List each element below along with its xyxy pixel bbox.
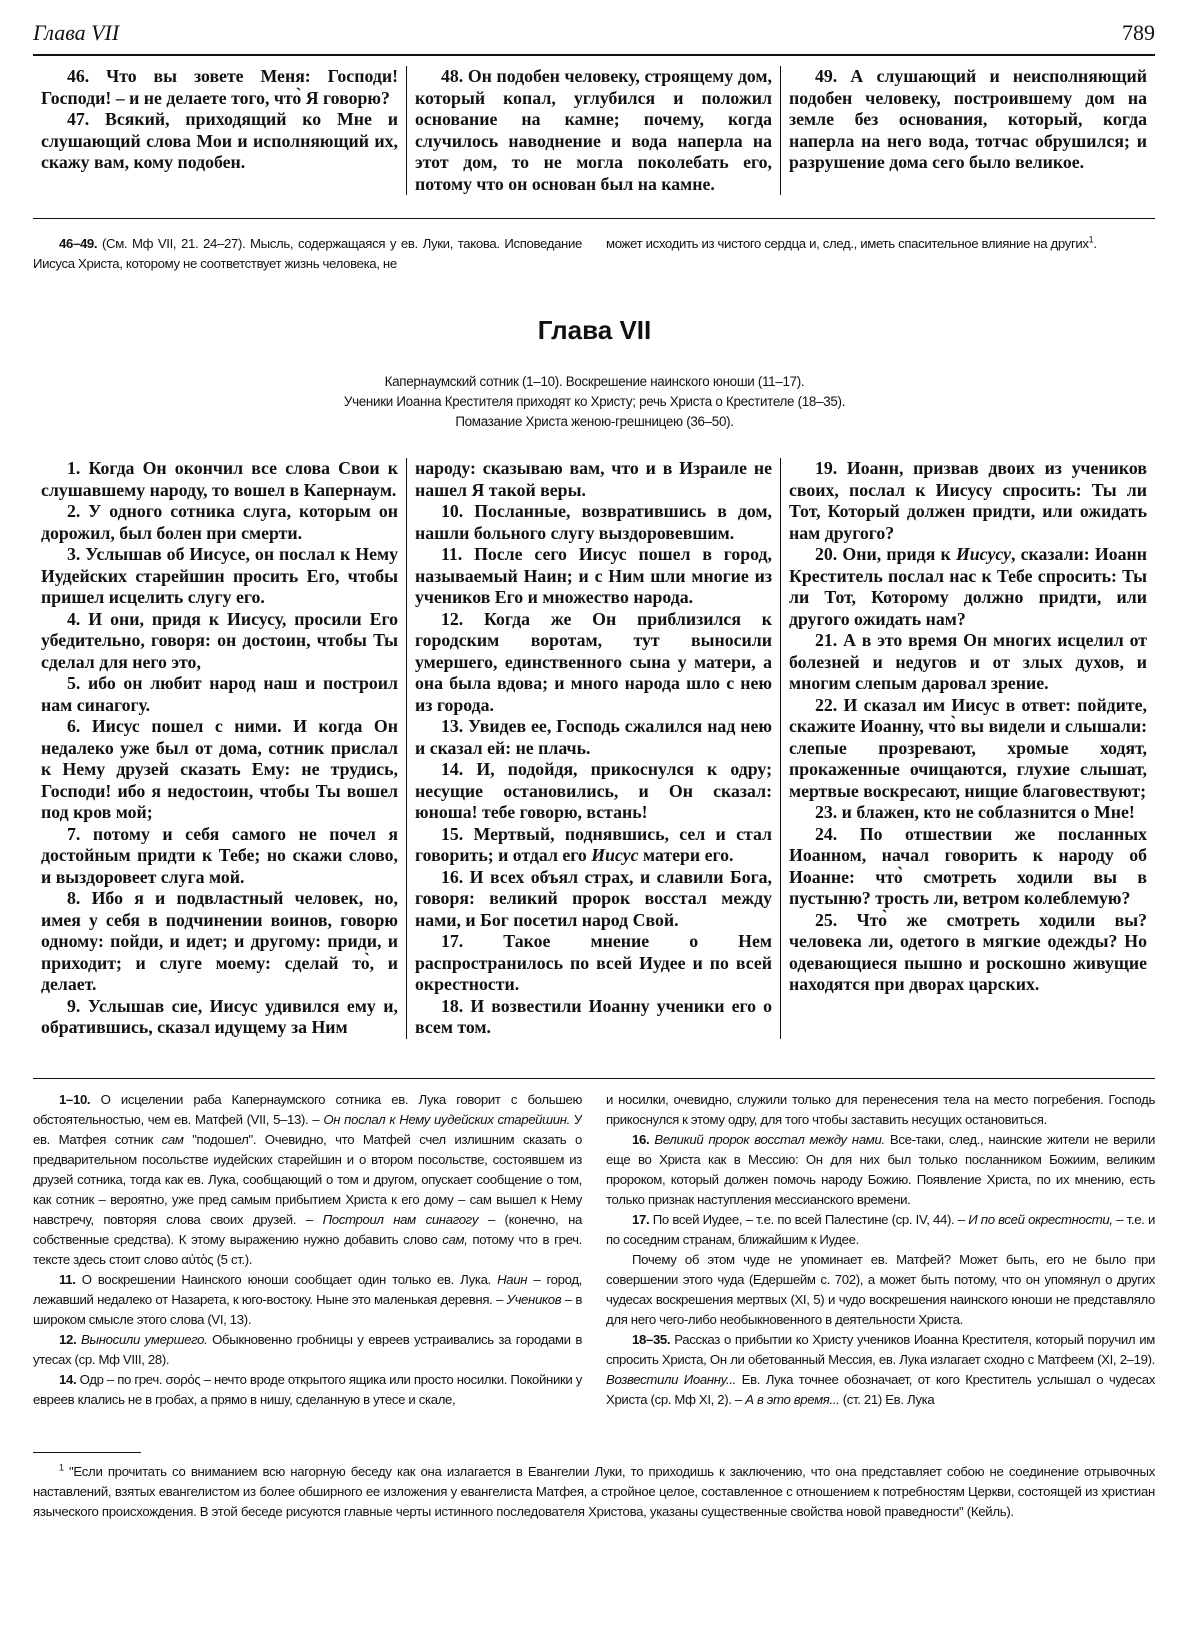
header-rule [33,54,1155,56]
main-verse-column-3 [781,458,1155,1039]
verse: 21. А в это время Он многих исцелил от болезней и недугов и от злых духов, и многим слепым даровал зрение. [789,630,1147,693]
verse-continuation: народу: сказываю вам, что и в Израиле не нашел Я такой веры. [415,458,772,500]
commentary-text: О воскрешении Наинского юноши сообщает один только ев. Лука. [75,1272,498,1287]
commentary-paragraph [606,1130,1155,1210]
chapter-title: Глава VII [537,315,652,345]
top-commentary-left [33,234,582,274]
verse: 9. Услышав сие, Иисус удивился ему и, обратившись, сказал идущему за Ним [41,995,398,1037]
verse-text: , сказали: Иоанн Креститель послал нас к Тебе спросить: Ты ли Тот, Которому должно придти, или другого ожидать нам? [789,544,1147,629]
commentary-text: потому что в греч. тексте здесь стоит слово αὐτὸς (5 ст.). [33,1232,582,1267]
verse-italic: Иисусу [955,544,1011,564]
verse: 19. Иоанн, призвав двоих из учеников своих, послал к Иисусу спросить: Ты ли Тот, Который должен придти, или ожидать нам другого? [789,458,1147,543]
commentary-text: – (конечно, на собственные средства). К этому выражению нужно добавить слово [33,1212,582,1247]
main-verse-columns [33,458,1155,1039]
bottom-commentary-left [33,1090,582,1410]
top-verse-column-3 [781,66,1155,195]
commentary-text: Обыкновенно гробницы у евреев устраивались за городами в утесах (ср. Мф VIII, 28). [33,1332,582,1367]
verse-text: 15. Мертвый, поднявшись, сел и стал говорить; и отдал его [415,823,772,865]
verse: 23. и блажен, кто не соблазнится о Мне! [815,802,1135,822]
commentary-ref: 18–35. [632,1332,671,1347]
verse: 18. И возвестили Иоанну ученики его о всем том. [415,995,772,1037]
running-header-chapter: Глава VII [33,20,120,45]
verse: 10. Посланные, возвратившись в дом, нашли больного слугу выздоровевшим. [415,501,772,543]
verse: 48. Он подобен человеку, строящему дом, который копал, углубился и положил основание на камне; почему, когда случилось наводнение и вода наперла на этот дом, то не могла поколебать его, потому что он основан был на камне. [415,66,772,194]
commentary-text: О исцелении раба Капернаумского сотника ев. Лука говорит с большею обстоятельностью, чем ев. Матфей (VII, 5–13). – [33,1092,582,1127]
verse: 2. У одного сотника слуга, которым он дорожил, был болен при смерти. [41,501,398,543]
commentary-text: Ев. Лука точнее обозначает, от кого Креститель услышал о чудесах Христа (ср. Мф XI, 2). – [606,1372,1155,1407]
commentary-ref: 12. [59,1332,77,1347]
commentary-italic: Выносили умершего. [76,1332,208,1347]
commentary-paragraph [33,1090,582,1270]
commentary-ref: 14. [59,1372,77,1387]
commentary-italic: Он послал к Нему иудейских старейшин. [323,1112,570,1127]
verse: 11. После сего Иисус пошел в город, называемый Наин; и с Ним шли многие из учеников Его и множество народа. [415,544,772,607]
verses-commentary-divider [33,218,1155,219]
commentary-italic: Возвестили Иоанну... [606,1372,736,1387]
chapter-summary [0,372,1189,432]
verse-text: матери его. [638,845,734,865]
verse: 25. Что̀ же смотреть ходили вы? человека ли, одетого в мягкие одежды? Но одевающиеся пышно и роскошно живущие находятся при дворах царских. [789,909,1147,994]
commentary-text: Все-таки, след., наинские жители не верили еще во Христа как в Мессию: Он для них был только посланником Божиим, великим пророком, который должен помочь народу Божию. Появление Христа, по их мнению, есть только признак наступления мессианского времени. [606,1132,1155,1207]
commentary-text: По всей Иудее, – т.е. по всей Палестине (ср. IV, 44). – [649,1212,969,1227]
bottom-commentary-right [606,1090,1155,1410]
commentary-ref: 46–49. [59,236,98,251]
top-commentary [33,234,1155,274]
footnote-number: 1 [59,1462,64,1473]
commentary-ref: 1–10. [59,1092,91,1107]
commentary-text: – город, лежавший недалеко от Назарета, к юго-востоку. Ныне это маленькая деревня. – [33,1272,582,1307]
top-verse-columns [33,66,1155,195]
top-commentary-right [606,234,1155,274]
top-verse-column-1 [33,66,407,195]
commentary-ref: 16. [632,1132,650,1147]
verse: 3. Услышав об Иисусе, он послал к Нему Иудейских старейшин просить Его, чтобы пришел исцелить слугу его. [41,544,398,607]
verse: 4. И они, придя к Иисусу, просили Его убедительно, говоря: он достоин, чтобы Ты сделал для него это, [41,608,398,672]
verse: 5. ибо он любит народ наш и построил нам синагогу. [41,673,398,715]
commentary-paragraph [33,1370,582,1410]
bottom-commentary [33,1090,1155,1410]
verse: 17. Такое мнение о Нем распространилось по всей Иудее и по всей окрестности. [415,931,772,994]
top-verse-column-2 [407,66,781,195]
footnote [33,1462,1155,1522]
commentary-paragraph [33,1270,582,1330]
commentary-paragraph: и носилки, очевидно, служили только для перенесения тела на место погребения. Господь прикоснулся к этому одру, для того чтобы заставить несущих остановиться. [606,1092,1155,1127]
main-verse-column-2 [407,458,781,1039]
footnote-marker: 1 [1088,234,1094,245]
verse [415,824,772,867]
footnote-rule [33,1452,141,1453]
summary-line: Капернаумский сотник (1–10). Воскрешение наинского юноши (11–17). [384,374,805,389]
verse-text: 20. Они, придя к [815,544,956,564]
commentary-ref: 11. [59,1272,76,1287]
summary-line: Ученики Иоанна Крестителя приходят ко Христу; речь Христа о Крестителе (18–35). [343,394,846,409]
commentary-paragraph [606,1210,1155,1250]
verse: 24. По отшествии же посланных Иоанном, начал говорить к народу об Иоанне: что̀ смотреть ходили вы в пустыню? трость ли, ветром колеблемую? [789,823,1147,908]
commentary-text: У ев. Матфея сотник [33,1112,582,1147]
commentary-text: (ст. 21) Ев. Лука [839,1392,935,1407]
commentary-italic: сам [161,1132,184,1147]
verse: 13. Увидев ее, Господь сжалился над нею и сказал ей: не плачь. [415,716,772,758]
verse: 6. Иисус пошел с ними. И когда Он недалеко уже был от дома, сотник прислал к Нему друзей сказать Ему: не трудись, Господи! ибо я недостоин, чтобы Ты вошел под кров мой; [41,716,398,822]
commentary-ref: 17. [632,1212,650,1227]
verse [789,544,1147,630]
commentary-text: Рассказ о прибытии ко Христу учеников Иоанна Крестителя, который поручил им спросить Христа, Он ли обетованный Мессия, ев. Лука излагает сходно с Матфеем (XI, 2–19). [606,1332,1155,1367]
commentary-text: может исходить из чистого сердца и, след., иметь спасительное влияние на других [606,236,1089,251]
main-verse-column-1 [33,458,407,1039]
verse: 16. И всех объял страх, и славили Бога, говоря: великий пророк восстал между нами, и Бог посетил народ Свой. [415,866,772,930]
commentary-text: – т.е. и по соседним странам, ближайшим к Иудее. [606,1212,1155,1247]
verse: 7. потому и себя самого не почел я достойным придти к Тебе; но скажи слово, и выздоровеет слуга мой. [41,823,398,887]
commentary-italic: Учеников [506,1292,562,1307]
commentary-italic: И по всей окрестности, [968,1212,1113,1227]
summary-line: Помазание Христа женою-грешницею (36–50). [455,414,734,429]
commentary-text: Одр – по греч. σορός – нечто вроде открытого ящика или просто носилки. Покойники у евреев клались не в гробах, а прямо в нишу, сделанную в утесе и скале, [33,1372,582,1407]
verse: 22. И сказал им Иисус в ответ: пойдите, скажите Иоанну, что̀ вы видели и слышали: слепые прозревают, хромые ходят, прокаженные очищаются, глухие слышат, мертвые воскресают, нищие благовествуют; [789,694,1147,801]
verse-italic: Иисус [591,845,639,865]
commentary-italic: Великий пророк восстал между нами. [649,1132,885,1147]
footnote-text: "Если прочитать со вниманием всю нагорную беседу как она излагается в Евангелии Луки, то приходишь к заключению, что она представляет собою не соединение отрывочных наставлений, взятых евангелистом из более обширного ее изложения у евангелиста Матфея, а стройное целое, составленное с отношением к потребностям Церкви, состоящей из христиан языческого происхождения. В этой беседе рисуются главные черты истинного последователя Христова, указаны существенные свойства новой праведности" (Кейль). [33,1464,1155,1519]
commentary-italic: А в это время... [745,1392,840,1407]
verse: 49. А слушающий и неисполняющий подобен человеку, построившему дом на земле без основания, который, когда наперла на него вода, тотчас обрушился; и разрушение дома сего было великое. [789,66,1147,172]
verse: 47. Всякий, приходящий ко Мне и слушающий слова Мои и исполняющий их, скажу вам, кому подобен. [41,109,398,172]
commentary-paragraph [33,1330,582,1370]
commentary-text: – в широком смысле этого слова (VI, 13). [33,1292,582,1327]
commentary-text: "подошел". Очевидно, что Матфей счел излишним сказать о предварительном посольстве иудейских старейшин и о втором посольстве, состоявшем из друзей сотника, тогда как ев. Лука, сообщающий о том и другом, опускает сообщение о том, как сотник – вероятно, уже пред самым прибытием Христа к его дому – сам вышел к Нему навстречу, повторяя слова своих друзей. – [33,1132,582,1227]
verse: 8. Ибо я и подвластный человек, но, имея у себя в подчинении воинов, говорю одному: пойди, и идет; и другому: приди, и приходит; и слуге моему: сделай то̀, и делает. [41,888,398,994]
commentary-paragraph: Почему об этом чуде не упоминает ев. Матфей? Может быть, его не было при совершении этого чуда (Едершейм с. 702), а может быть потому, что он упомянул о других чудесах воскрешения мертвых (XI, 5) и чудо воскрешения наинского юноши не представляло для него чего-либо необыкновенного в деятельности Христа. [606,1252,1155,1327]
verse: 46. Что вы зовете Меня: Господи! Господи! – и не делаете того, что̀ Я говорю? [41,66,398,108]
verses-commentary-divider [33,1078,1155,1079]
commentary-italic: Построил нам синагогу [322,1212,479,1227]
verse: 14. И, подойдя, прикоснулся к одру; несущие остановились, и Он сказал: юноша! тебе говорю, встань! [415,759,772,822]
commentary-italic: Наин [497,1272,528,1287]
commentary-text: (См. Мф VII, 21. 24–27). Мысль, содержащаяся у ев. Луки, такова. Исповедание Иисуса Христа, которому не соответствует жизнь человека, не [33,236,582,271]
commentary-text-end: . [1093,236,1097,251]
verse: 1. Когда Он окончил все слова Свои к слушавшему народу, то вошел в Капернаум. [41,458,398,500]
page-number: 789 [1122,20,1155,45]
commentary-paragraph [606,1330,1155,1410]
commentary-italic: сам, [442,1232,468,1247]
verse: 12. Когда же Он приблизился к городским воротам, тут выносили умершего, единственного сына у матери, а она была вдова; и много народа шло с нею из города. [415,608,772,715]
